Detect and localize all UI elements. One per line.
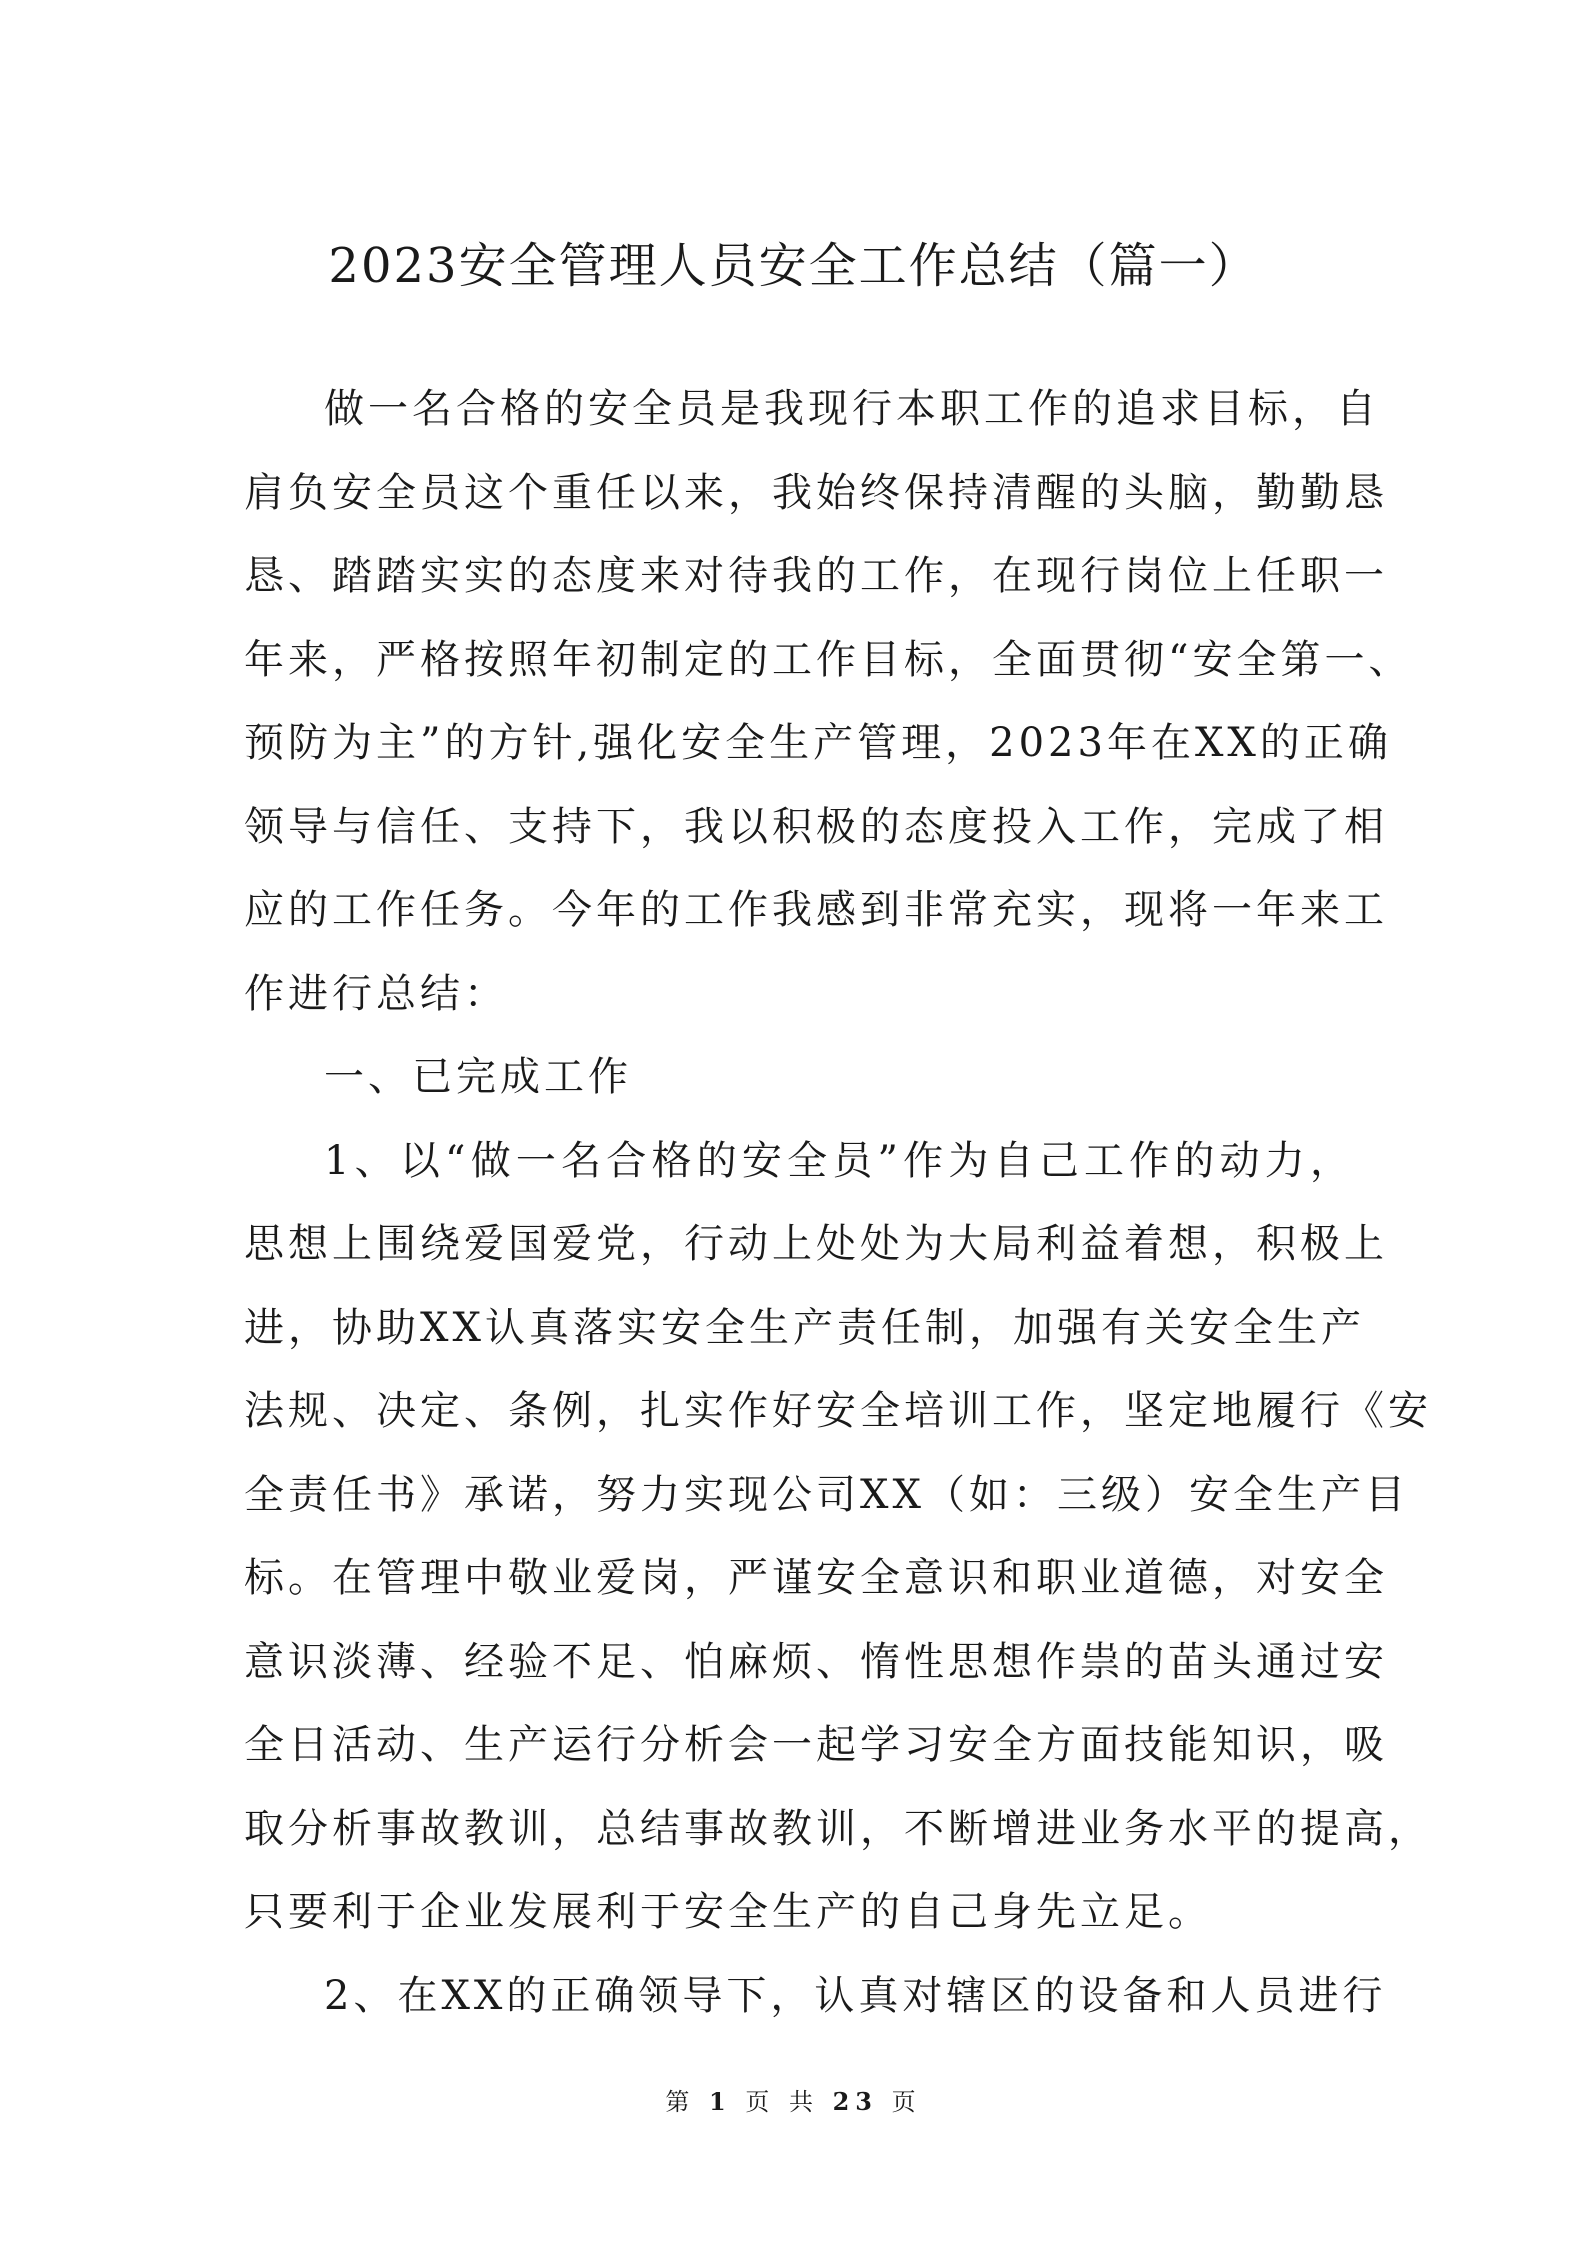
footer-page-number: 1 [708, 2087, 732, 2116]
text-line: 法规、决定、条例，扎实作好安全培训工作，坚定地履行《安 [244, 1388, 1432, 1434]
text-line: 思想上围绕爱国爱党，行动上处处为大局利益着想，积极上 [244, 1221, 1388, 1267]
text-line: 全日活动、生产运行分析会一起学习安全方面技能知识，吸 [244, 1722, 1388, 1768]
paragraph-intro [244, 368, 1413, 1036]
footer-middle: 页 共 [745, 2088, 819, 2116]
text-line: 取分析事故教训，总结事故教训，不断增进业务水平的提高， [244, 1805, 1432, 1852]
text-line: 意识淡薄、经验不足、怕麻烦、惰性思想作祟的苗头通过安 [244, 1638, 1388, 1685]
text-line: 恳、踏踏实实的态度来对待我的工作，在现行岗位上任职一 [244, 553, 1388, 599]
text-line: 一、已完成工作 [324, 1054, 632, 1100]
footer-prefix: 第 [665, 2088, 696, 2116]
text-line: 预防为主”的方针,强化安全生产管理，2023年在XX的正确 [244, 720, 1392, 766]
paragraph-item-2 [244, 1955, 1387, 2039]
text-line: 年来，严格按照年初制定的工作目标，全面贯彻“安全第一、 [244, 636, 1413, 683]
paragraph-item-1 [244, 1120, 1432, 1955]
text-line: 只要利于企业发展利于安全生产的自己身先立足。 [244, 1889, 1212, 1935]
footer-suffix: 页 [891, 2088, 922, 2116]
text-line: 2、在XX的正确领导下，认真对辖区的设备和人员进行 [324, 1972, 1387, 2019]
footer-total-pages: 23 [832, 2087, 879, 2116]
text-line: 1、以“做一名合格的安全员”作为自己工作的动力， [324, 1137, 1354, 1184]
section-heading [244, 1036, 1354, 1120]
text-line: 作进行总结： [244, 970, 508, 1017]
document-title: 2023安全管理人员安全工作总结（篇一） [328, 238, 1259, 294]
text-line: 全责任书》承诺，努力实现公司XX（如：三级）安全生产目 [244, 1471, 1409, 1518]
text-line: 进，协助XX认真落实安全生产责任制，加强有关安全生产 [244, 1304, 1365, 1351]
text-line: 肩负安全员这个重任以来，我始终保持清醒的头脑，勤勤恳 [244, 469, 1388, 516]
page-footer [0, 2087, 1587, 2117]
text-line: 领导与信任、支持下，我以积极的态度投入工作，完成了相 [244, 803, 1388, 850]
text-line: 标。在管理中敬业爱岗，严谨安全意识和职业道德，对安全 [244, 1555, 1388, 1601]
text-line: 做一名合格的安全员是我现行本职工作的追求目标，自 [324, 386, 1380, 432]
document-body [244, 368, 1432, 2038]
text-line: 应的工作任务。今年的工作我感到非常充实，现将一年来工 [244, 887, 1388, 933]
